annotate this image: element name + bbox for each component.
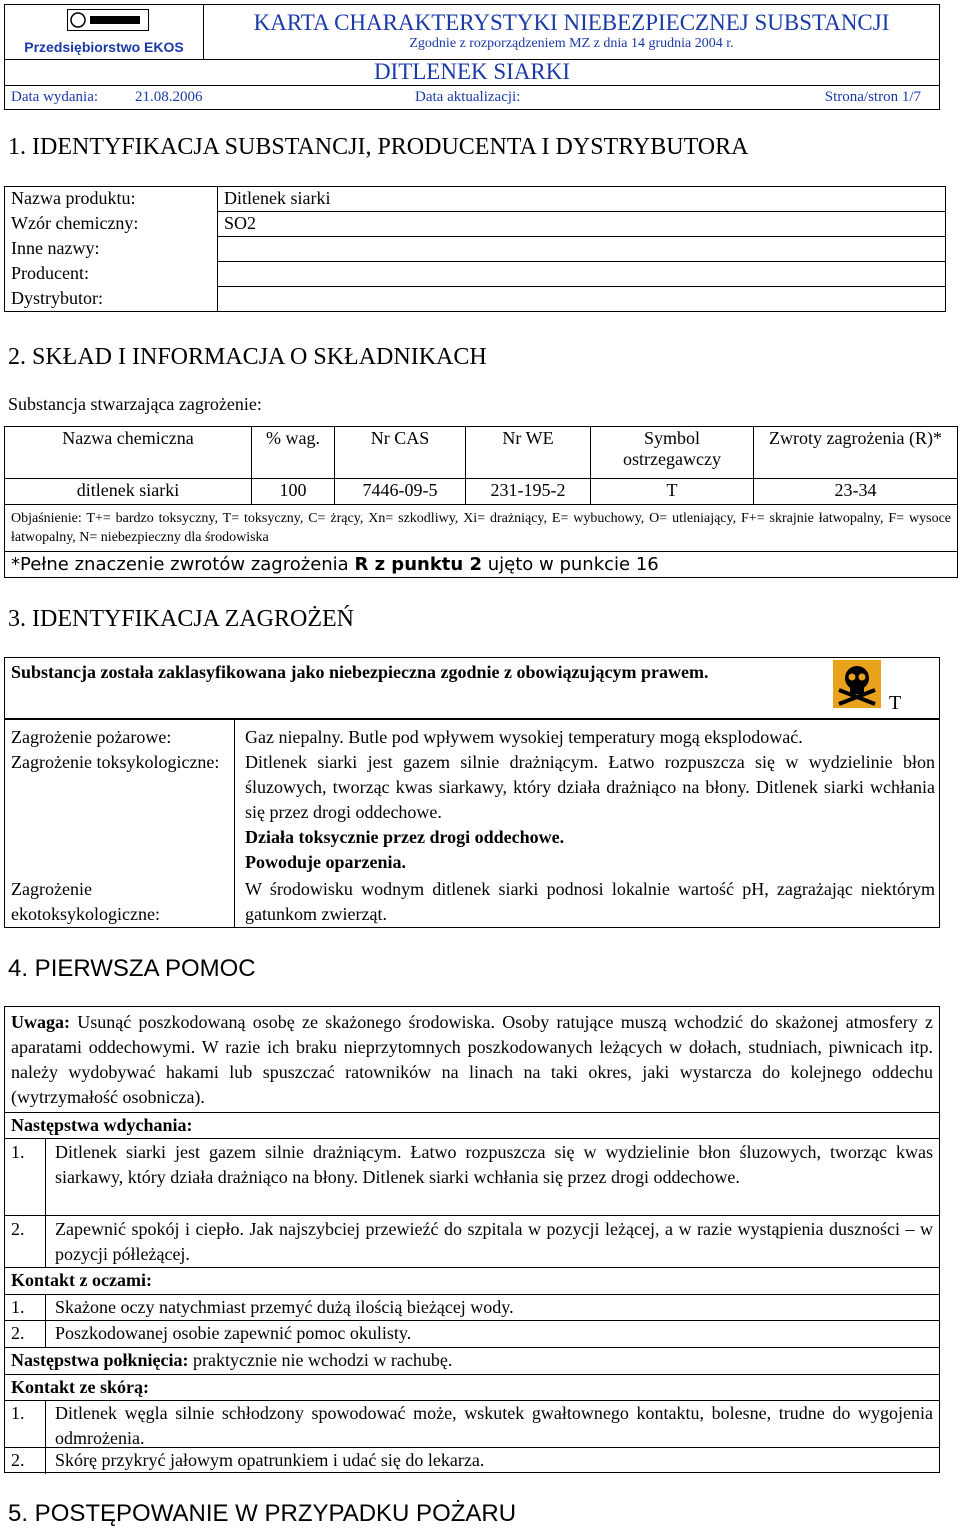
first-aid-warning <box>11 1010 933 1110</box>
label-other-names: Inne nazwy: <box>5 237 218 262</box>
swallow-line <box>11 1348 452 1373</box>
fire-hazard-text: Gaz niepalny. Butle pod wpływem wysokiej temperatury mogą eksplodować. <box>245 727 803 747</box>
value-other-names <box>218 237 946 262</box>
inhalation-item-2: Zapewnić spokój i ciepło. Jak najszybciej przewieźć do szpitala w pozycji leżącej, a w razie wystąpienia duszności – w pozycji półleżącej. <box>55 1219 933 1264</box>
skin-contact-label: Kontakt ze skórą: <box>11 1377 149 1397</box>
col-we: Nr WE <box>466 427 591 479</box>
footnote-part-a: *Pełne znaczenie zwrotów zagrożenia <box>11 554 355 575</box>
product-name: DITLENEK SIARKI <box>4 60 940 86</box>
issue-label: Data wydania: <box>11 89 99 105</box>
toxic-skull-icon <box>833 660 881 708</box>
hazard-substance-intro: Substancja stwarzająca zagrożenie: <box>8 394 262 414</box>
company-name: Przedsiębiorstwo EKOS <box>24 39 184 55</box>
composition-table <box>4 426 958 578</box>
document-title: KARTA CHARAKTERYSTYKI NIEBEZPIECZNEJ SUBSTANCJI <box>253 10 890 35</box>
eye-item-1-number: 1. <box>11 1297 25 1317</box>
cell-we: 231-195-2 <box>466 479 591 505</box>
section-1-title: 1. IDENTYFIKACJA SUBSTANCJI, PRODUCENTA I DYSTRYBUTORA <box>8 134 749 160</box>
company-logo-box <box>4 4 204 60</box>
value-producer <box>218 262 946 287</box>
skin-item-1: Ditlenek węgla silnie schłodzony spowodować może, wskutek gwałtownego kontaktu, bolesne, trudne do wygojenia odmrożenia. <box>55 1403 933 1448</box>
value-formula: SO2 <box>218 212 946 237</box>
classification-box <box>4 657 940 719</box>
warning-text: Usunąć poszkodowaną osobę ze skażonego środowiska. Osoby ratujące muszą wchodzić do skażonej atmosfery z aparatami oddechowymi. W razie ich braku nieprzytomnych poszkodowanych leżących w dołach, studniach, piwnicach itp. należy wydobywać hakami lub spuszczać ratowników na linach na taki okres, jaki wystarcza do kolejnego oddechu (wytrzymałość osobnicza). <box>11 1012 933 1107</box>
tox-hazard-label: Zagrożenie toksykologiczne: <box>11 752 220 772</box>
section-2-title: 2. SKŁAD I INFORMACJA O SKŁADNIKACH <box>8 344 487 370</box>
eye-contact-label: Kontakt z oczami: <box>11 1270 152 1290</box>
warning-label: Uwaga: <box>11 1012 70 1032</box>
inhalation-item-1-number: 1. <box>11 1142 25 1162</box>
r-phrases-footnote <box>5 552 958 578</box>
label-producer: Producent: <box>5 262 218 287</box>
col-cas: Nr CAS <box>335 427 466 479</box>
skin-item-1-number: 1. <box>11 1403 25 1423</box>
first-aid-box <box>4 1006 940 1473</box>
eco-hazard-label: Zagrożenie ekotoksykologiczne: <box>11 879 160 924</box>
tox-hazard-block <box>245 750 935 875</box>
skin-item-2: Skórę przykryć jałowym opatrunkiem i udać się do lekarza. <box>55 1450 485 1470</box>
inhalation-item-1: Ditlenek siarki jest gazem silnie drażniącym. Łatwo rozpuszcza się w wydzielinie błon śluzowych, tworząc kwas siarkawy, który działa drażniąco na błony. Ditlenek siarki wchłania się przez drogi oddechowe. <box>55 1142 933 1187</box>
page-number: Strona/stron 1/7 <box>824 89 921 105</box>
col-chem-name: Nazwa chemiczna <box>5 427 252 479</box>
eye-item-2-number: 2. <box>11 1323 25 1343</box>
header-meta <box>4 86 940 110</box>
eye-item-1: Skażone oczy natychmiast przemyć dużą ilością bieżącej wody. <box>55 1297 514 1317</box>
toxic-symbol-letter: T <box>889 692 902 714</box>
cell-r-phrases: 23-34 <box>754 479 958 505</box>
cell-chem-name: ditlenek siarki <box>5 479 252 505</box>
value-distributor <box>218 287 946 312</box>
col-r-phrases: Zwroty zagrożenia (R)* <box>754 427 958 479</box>
label-distributor: Dystrybutor: <box>5 287 218 312</box>
label-product: Nazwa produktu: <box>5 187 218 212</box>
tox-bold-1: Działa toksycznie przez drogi oddechowe. <box>245 827 565 847</box>
issue-date: 21.08.2006 <box>135 89 203 105</box>
inhalation-item-2-number: 2. <box>11 1219 25 1239</box>
col-percent: % wag. <box>252 427 335 479</box>
cell-percent: 100 <box>252 479 335 505</box>
identification-table <box>4 186 946 312</box>
classification-text: Substancja została zaklasyfikowana jako niebezpieczna zgodnie z obowiązującym prawem. <box>11 662 709 682</box>
value-product: Ditlenek siarki <box>218 187 946 212</box>
tox-bold-2: Powoduje oparzenia. <box>245 852 406 872</box>
swallow-text: praktycznie nie wchodzi w rachubę. <box>188 1350 453 1370</box>
cell-symbol: T <box>591 479 754 505</box>
document-title-box <box>204 4 940 60</box>
hazards-box <box>4 719 940 928</box>
footnote-part-b: R z punktu 2 <box>354 554 483 575</box>
inhalation-label: Następstwa wdychania: <box>11 1115 193 1135</box>
swallow-label: Następstwa połknięcia: <box>11 1350 189 1370</box>
label-formula: Wzór chemiczny: <box>5 212 218 237</box>
footnote-part-c: ujęto w punkcie 16 <box>482 554 659 575</box>
eco-hazard-text: W środowisku wodnym ditlenek siarki podnosi lokalnie wartość pH, zagrażając niektórym gatunkom zwierząt. <box>245 879 935 924</box>
eye-item-2: Poszkodowanej osobie zapewnić pomoc okulisty. <box>55 1323 412 1343</box>
tox-hazard-text: Ditlenek siarki jest gazem silnie drażniącym. Łatwo rozpuszcza się w wydzielinie błon śluzowych, tworząc kwas siarkawy, który działa drażniąco na błony. Ditlenek siarki wchłania się przez drogi oddechowe. <box>245 752 935 822</box>
document-subtitle: Zgodnie z rozporządzeniem MZ z dnia 14 grudnia 2004 r. <box>409 36 734 51</box>
update-label: Data aktualizacji: <box>415 89 521 105</box>
ekos-logo-icon <box>67 9 149 31</box>
cell-cas: 7446-09-5 <box>335 479 466 505</box>
fire-hazard-label: Zagrożenie pożarowe: <box>11 727 172 747</box>
symbol-legend: Objaśnienie: T+= bardzo toksyczny, T= toksyczny, C= żrący, Xn= szkodliwy, Xi= drażniący, E= wybuchowy, O= utleniający, F+= skrajnie łatwopalny, F= wysoce łatwopalny, N= niebezpieczny dla środowiska <box>5 505 958 552</box>
section-5-title: 5. POSTĘPOWANIE W PRZYPADKU POŻARU <box>8 1500 517 1527</box>
section-4-title: 4. PIERWSZA POMOC <box>8 955 256 982</box>
section-3-title: 3. IDENTYFIKACJA ZAGROŻEŃ <box>8 606 354 632</box>
skin-item-2-number: 2. <box>11 1450 25 1470</box>
col-symbol: Symbol ostrzegawczy <box>591 427 754 479</box>
